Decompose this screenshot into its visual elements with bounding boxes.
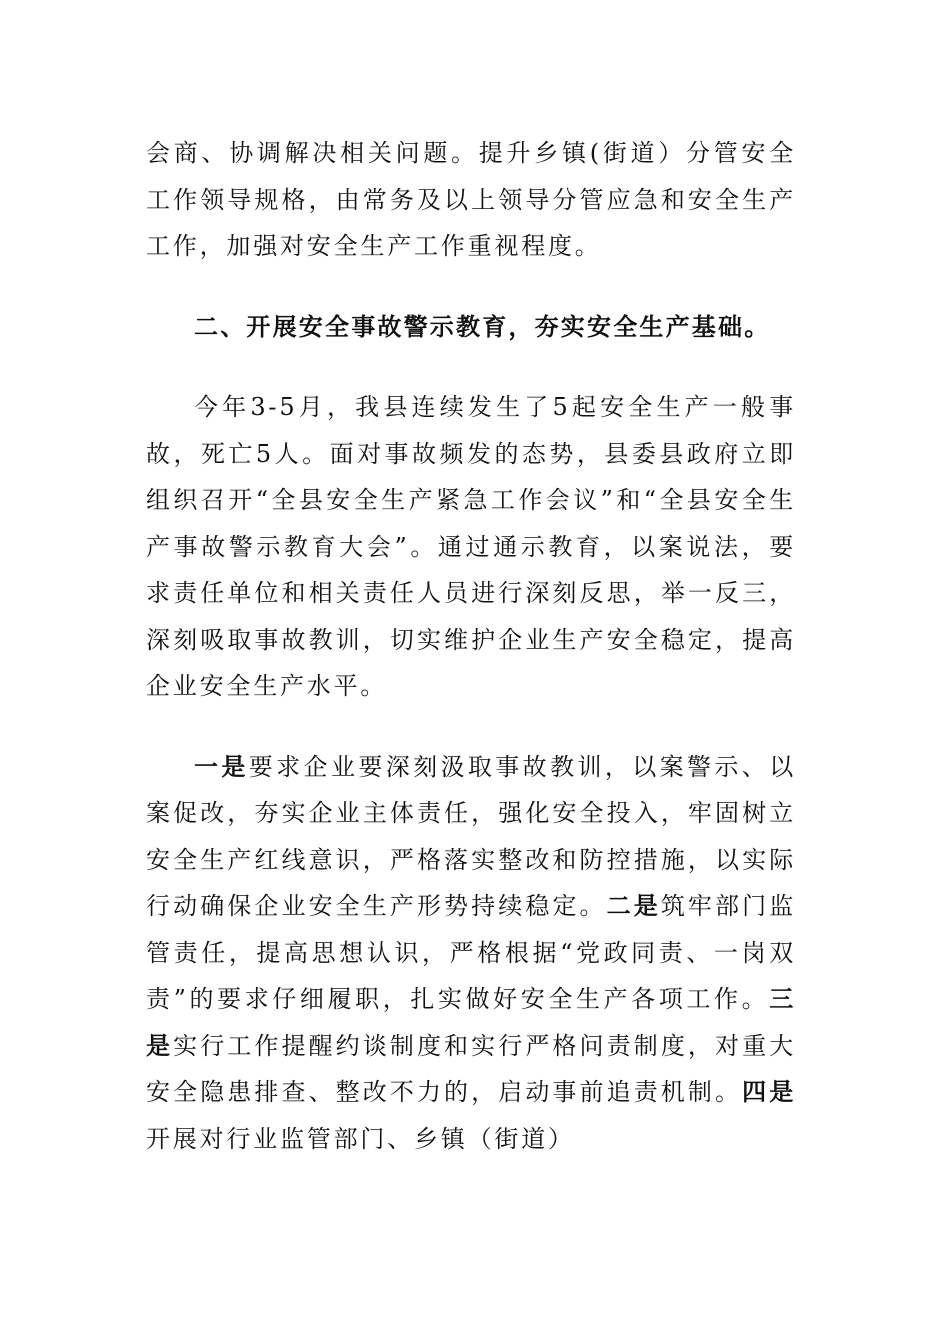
measure-4-lead: 四是 [742,1078,796,1106]
measure-2-lead: 二是 [606,892,661,920]
measure-4-text: 开展对行业监管部门、乡镇（街道） [146,1124,575,1153]
measure-1-text: 要求企业要深刻汲取事故教训，以案警示、以案促改，夯实企业主体责任，强化安全投入，牢固树立安全生产红线意识，严格落实整改和防控措施，以实际行动确保企业安全生产形势持续稳定。 [146,752,796,920]
section-heading-2: 二、开展安全事故警示教育，夯实安全生产基础。 [194,312,771,341]
paragraph-events: 今年3-5月，我县连续发生了5起安全生产一般事故，死亡5人。面对事故频发的态势，县委县政府立即组织召开“全县安全生产紧急工作会议”和“全县安全生产事故警示教育大会”。通过通示教育，以案说法，要求责任单位和相关责任人员进行深刻反思，举一反三，深刻吸取事故教训，切实维护企业生产安全稳定，提高企业安全生产水平。 [146,393,796,700]
measure-3-text: 实行工作提醒约谈制度和实行严格问责制度，对重大安全隐患排查、整改不力的，启动事前追责机制。 [146,1031,796,1106]
document-page [146,130,796,1162]
measure-3-lead: 三是 [146,985,796,1060]
measure-2-text: 筑牢部门监管责任，提高思想认识，严格根据“党政同责、一岗双责”的要求仔细履职，扎实做好安全生产各项工作。 [146,892,797,1013]
paragraph-measures [146,744,796,1163]
paragraph-intro: 会商、协调解决相关问题。提升乡镇(街道）分管安全工作领导规格，由常务及以上领导分管应急和安全生产工作，加强对安全生产工作重视程度。 [146,139,796,260]
measure-1-lead: 一是 [194,752,249,781]
